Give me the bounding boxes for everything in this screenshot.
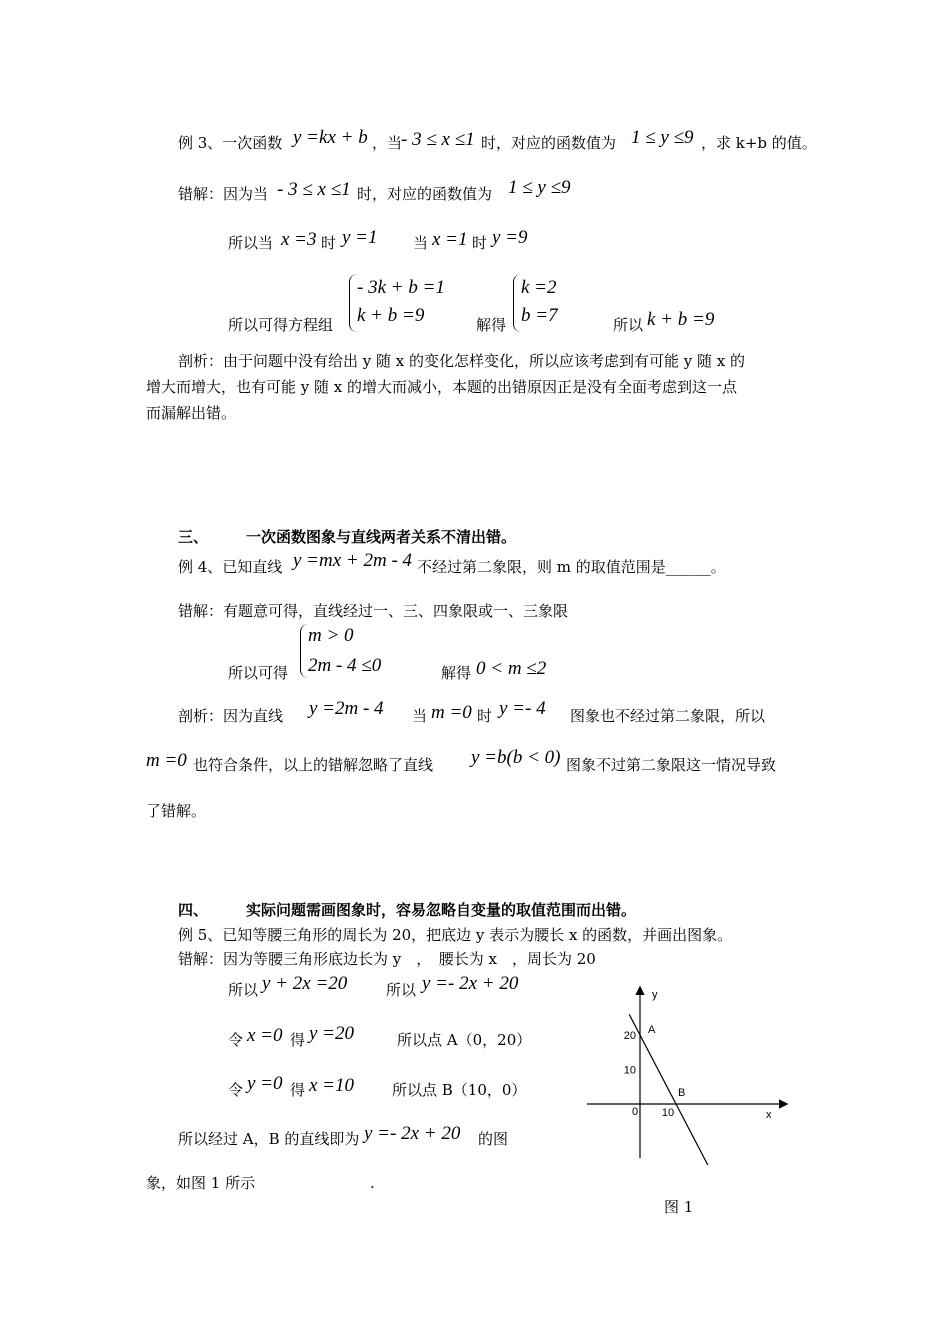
sec4-line-text-2: 的图 bbox=[478, 1130, 509, 1148]
ex3-so-label: 所以 bbox=[613, 316, 644, 334]
sec3-solution: 0 < m ≤2 bbox=[476, 658, 547, 679]
ex3-system-label: 所以可得方程组 bbox=[228, 316, 334, 334]
y-axis-label: y bbox=[652, 989, 658, 1001]
ex3-text-4: ，求 k+b 的值。 bbox=[701, 134, 817, 152]
ex3-solution-brace bbox=[513, 274, 521, 332]
sec3-analysis-eq-1: y =2m - 4 bbox=[309, 698, 384, 719]
ex3-wrong-x-range: - 3 ≤ x ≤1 bbox=[277, 179, 351, 200]
sec3-so-label: 所以可得 bbox=[228, 664, 289, 682]
ex3-solution-b: b =7 bbox=[521, 305, 558, 326]
ex3-result: k + b =9 bbox=[647, 309, 715, 330]
sec3-system-eq-1: m > 0 bbox=[308, 625, 354, 646]
ex3-text-2: ，当 bbox=[372, 134, 403, 152]
sec3-analysis-line-2-end: 图象不过第二象限这一情况导致 bbox=[566, 756, 777, 774]
sec4-de-1: 得 bbox=[290, 1031, 306, 1049]
origin-label: 0 bbox=[632, 1106, 639, 1118]
sec4-x-eq-0: x =0 bbox=[247, 1025, 283, 1046]
x-tick-10: 10 bbox=[661, 1107, 675, 1119]
sec4-line-text-1: 所以经过 A，B 的直线即为 bbox=[178, 1130, 360, 1148]
sec3-wrong-text: 错解：有题意可得，直线经过一、三、四象限或一、三象限 bbox=[178, 602, 569, 620]
sec3-analysis-line-3: 了错解。 bbox=[146, 802, 207, 820]
ex3-wrong-text: 时，对应的函数值为 bbox=[357, 185, 493, 203]
ex3-equation: y =kx + b bbox=[293, 127, 368, 148]
sec3-example-text-2: 不经过第二象限，则 m 的取值范围是______。 bbox=[417, 558, 726, 576]
sec3-solve-label: 解得 bbox=[441, 664, 472, 682]
ex3-shi-1: 时 bbox=[321, 234, 337, 252]
sec3-analysis-eq-2: y =- 4 bbox=[499, 698, 546, 719]
line-y-eq-neg2x-plus-20 bbox=[629, 1014, 712, 1165]
ex3-dang: 当 bbox=[413, 234, 429, 252]
sec3-analysis-text-1: 剖析：因为直线 bbox=[178, 707, 284, 725]
sec3-title: 一次函数图象与直线两者关系不清出错。 bbox=[246, 528, 517, 546]
sec4-point-b: 所以点 B（10，0） bbox=[392, 1081, 527, 1099]
sec4-wrong-text: 错解：因为等腰三角形底边长为 y ， 腰长为 x ，周长为 20 bbox=[178, 950, 596, 968]
sec3-analysis-line-2-text: 也符合条件，以上的错解忽略了直线 bbox=[193, 756, 434, 774]
ex3-system-brace bbox=[349, 274, 357, 332]
point-b-label: B bbox=[678, 1087, 686, 1099]
sec4-ling-1: 令 bbox=[228, 1031, 244, 1049]
sec4-x-eq-10: x =10 bbox=[309, 1075, 355, 1096]
ex3-analysis-line-3: 而漏解出错。 bbox=[146, 404, 237, 422]
ex3-text-3: 时，对应的函数值为 bbox=[481, 134, 617, 152]
ex3-wrong-y-range: 1 ≤ y ≤9 bbox=[508, 177, 571, 198]
y-tick-10: 10 bbox=[623, 1064, 636, 1077]
figure-1-graph bbox=[580, 980, 800, 1165]
y-tick-20: 20 bbox=[623, 1030, 636, 1042]
sec3-example-text-1: 例 4、已知直线 bbox=[178, 558, 283, 576]
sec4-y-eq-20: y =20 bbox=[309, 1023, 355, 1044]
sec4-trailing-dot: . bbox=[370, 1174, 375, 1192]
ex3-x-eq-3: x =3 bbox=[281, 229, 317, 250]
sec4-eq-b: y =- 2x + 20 bbox=[422, 973, 519, 994]
sec3-number: 三、 bbox=[178, 528, 209, 546]
ex3-shi-2: 时 bbox=[472, 234, 488, 252]
sec4-eq-a: y + 2x =20 bbox=[262, 973, 348, 994]
ex3-analysis-line-1: 剖析：由于问题中没有给出 y 随 x 的变化怎样变化，所以应该考虑到有可能 y 随 x 的 bbox=[178, 352, 746, 370]
sec4-number: 四、 bbox=[178, 901, 209, 919]
point-a-label: A bbox=[648, 1024, 656, 1036]
sec4-example-text: 例 5、已知等腰三角形的周长为 20，把底边 y 表示为腰长 x 的函数，并画出图象。 bbox=[178, 926, 733, 944]
sec3-example-equation: y =mx + 2m - 4 bbox=[293, 550, 413, 571]
ex3-solve-label: 解得 bbox=[476, 316, 507, 334]
ex3-y-eq-9: y =9 bbox=[492, 227, 528, 248]
sec4-point-a: 所以点 A（0，20） bbox=[397, 1031, 532, 1049]
ex3-system-eq-2: k + b =9 bbox=[357, 305, 425, 326]
sec4-line-2: 象，如图 1 所示 bbox=[146, 1174, 256, 1192]
sec4-ling-2: 令 bbox=[228, 1081, 244, 1099]
ex3-text-1: 例 3、一次函数 bbox=[178, 134, 283, 152]
figure-caption: 图 1 bbox=[664, 1198, 694, 1216]
ex3-system-eq-1: - 3k + b =1 bbox=[357, 277, 445, 298]
sec3-analysis-m0-line-2: m =0 bbox=[146, 750, 187, 771]
ex3-y-eq-1: y =1 bbox=[342, 227, 378, 248]
sec3-analysis-dang: 当 bbox=[412, 707, 428, 725]
sec4-de-2: 得 bbox=[290, 1081, 306, 1099]
sec4-so-1: 所以 bbox=[228, 981, 259, 999]
sec4-title: 实际问题需画图象时，容易忽略自变量的取值范围而出错。 bbox=[246, 901, 637, 919]
ex3-so-when: 所以当 bbox=[228, 234, 274, 252]
ex3-x-eq-1: x =1 bbox=[432, 229, 468, 250]
x-axis-label: x bbox=[766, 1109, 772, 1121]
sec4-y-eq-0: y =0 bbox=[247, 1073, 283, 1094]
sec3-analysis-shi: 时 bbox=[477, 707, 493, 725]
ex3-x-range: - 3 ≤ x ≤1 bbox=[401, 129, 475, 150]
ex3-solution-k: k =2 bbox=[521, 277, 557, 298]
sec4-so-2: 所以 bbox=[386, 981, 417, 999]
sec3-analysis-text-2: 图象也不经过第二象限，所以 bbox=[570, 707, 766, 725]
sec4-line-equation: y =- 2x + 20 bbox=[364, 1123, 461, 1144]
ex3-analysis-line-2: 增大而增大，也有可能 y 随 x 的增大而减小，本题的出错原因正是没有全面考虑到这一点 bbox=[146, 378, 738, 396]
ex3-y-range: 1 ≤ y ≤9 bbox=[631, 127, 694, 148]
sec3-system-eq-2: 2m - 4 ≤0 bbox=[308, 655, 382, 676]
sec3-analysis-eq-3: y =b(b < 0) bbox=[471, 747, 561, 768]
ex3-wrong-label: 错解：因为当 bbox=[178, 185, 269, 203]
sec3-analysis-m0: m =0 bbox=[431, 702, 472, 723]
sec3-system-brace bbox=[300, 624, 308, 678]
